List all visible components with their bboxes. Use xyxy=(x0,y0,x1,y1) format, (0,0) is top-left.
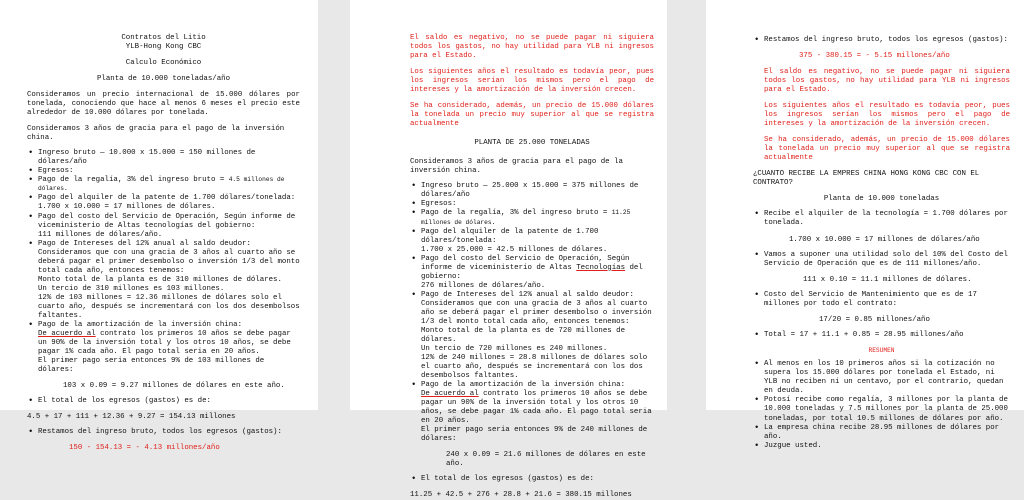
equation: 4.5 + 17 + 111 + 12.36 + 9.27 = 154.13 millones xyxy=(27,413,236,422)
document-page-1 xyxy=(0,0,318,453)
bullet-list xyxy=(753,291,1010,309)
document-page-3 xyxy=(706,0,1024,450)
conclusion-paragraph: El saldo es negativo, no se puede pagar ni siguiera todos los gastos, no hay utilidad para YLB ni ingresos para el Estado. xyxy=(410,34,654,61)
list-item: • Vamos a suponer una utilidad solo del 10% del Costo del Servicio de Operación que es de 111 millones/año. xyxy=(753,251,1010,269)
list-item: • Pago de la amortización de la inversión china: De acuerdo al contrato los primeros 10 años se debe pagar un 90% de la inversión total y los otros 10 años, se debe pagar 1% cada año. El pago total seria en 20 años. El primer pago seria entonces 9% de 240 millones de dólares: xyxy=(410,381,654,444)
list-item: • Pago del costo del Servicio de Operación, Según informe de viceministerio de Altas Tecnologías del gobierno: 276 millones de dólares/año. xyxy=(410,255,654,291)
bullet-list xyxy=(27,149,300,375)
document-page-2 xyxy=(350,0,667,500)
question-heading: ¿CUANTO RECIBE LA EMPRES CHINA HONG KONG CBC CON EL CONTRATO? xyxy=(753,170,980,188)
list-item: • Egresos: xyxy=(410,200,654,209)
list-item: • El total de los egresos (gastos) es de: xyxy=(410,475,654,484)
list-item: • La empresa china recibe 28.95 millones de dólares por año. xyxy=(753,424,1010,442)
list-item: • Recibe el alquiler de la tecnología = 1.700 dólares por tonelada. xyxy=(753,210,1010,228)
list-item: • Pago del alquiler de la patente de 1.700 dólares/tonelada: 1.700 x 10.000 = 17 millones de dólares. xyxy=(27,194,300,212)
list-item: • Pago de Intereses del 12% anual al saldo deudor: Consideramos que con una gracia de 3 años al cuarto año se deberá pagar el primer desembolso o inversión 1/3 del monto total cada año, entonces tenemos: Monto total de la planta es de 310 millones de dólares. Un tercio de 310 millones es 103 millones. 12% de 103 millones = 12.36 millones de dólares solo el cuarto año, después se incrementará con los dos desembolsos faltantes. xyxy=(27,240,300,321)
conclusion-paragraph: Se ha considerado, además, un precio de 15.000 dólares la tonelada un precio muy superior al que se registra actualmente xyxy=(764,136,1010,163)
summary-heading: RESUMEN xyxy=(868,346,895,354)
list-item: • Restamos del ingreso bruto, todos los egresos (gastos): xyxy=(753,36,1010,45)
list-item: • Pago de Intereses del 12% anual al saldo deudor: Consideramos que con una gracia de 3 años al cuarto año se deberá pagar el primer desembolso o inversión 1/3 del monto total cada año, entonces tenemos: Monto total de la planta es de 720 millones de dólares. Un tercio de 720 millones es 240 millones. 12% de 240 millones = 28.8 millones de dólares solo el cuarto año, después se incrementará con los dos desembolsos faltantes. xyxy=(410,291,654,381)
equation: 240 x 0.09 = 21.6 millones de dólares en este año. xyxy=(446,451,646,469)
equation: 103 x 0.09 = 9.27 millones de dólares en este año. xyxy=(63,382,285,391)
equation: 1.700 x 10.000 = 17 millones de dólares/año xyxy=(789,235,980,244)
list-item: • Ingreso bruto — 10.000 x 15.000 = 150 millones de dólares/año xyxy=(27,149,300,167)
bullet-list xyxy=(753,331,1010,340)
list-item: • Costo del Servicio de Mantenimiento que es de 17 millones por todo el contrato: xyxy=(753,291,1010,309)
section-title: Calculo Económico xyxy=(125,59,202,68)
bullet-list xyxy=(753,36,1010,45)
grace-paragraph: Consideramos 3 años de gracia para el pago de la inversión china. xyxy=(410,158,623,176)
equation: 111 x 0.10 = 11.1 millones de dólares. xyxy=(803,275,972,284)
list-item: • Ingreso bruto — 25.000 x 15.000 = 375 millones de dólares/año xyxy=(410,182,654,200)
list-item: • Al menos en los 10 primeros años si la cotización no supera los 15.000 dólares por tonelada el Estado, ni YLB no reciben ni un centavo, por el contrario, quedan en deuda. xyxy=(753,360,1010,396)
doc-title: Contratos del Litio xyxy=(121,34,206,42)
bullet-list xyxy=(27,397,300,406)
list-item: • Potosí recibe como regalía, 3 millones por la planta de 10.000 toneladas y 7.5 millones por la planta de 25.000 toneladas, por total 10.5 millones de dólares por año. xyxy=(753,396,1010,423)
bullet-list xyxy=(27,428,300,437)
result-equation: 375 - 380.15 = - 5.15 millones/año xyxy=(799,52,950,61)
list-item: • Total = 17 + 11.1 + 0.85 = 28.95 millones/año xyxy=(753,331,1010,340)
conclusion-paragraph: Se ha considerado, además, un precio de 15.000 dólares la tonelada un precio muy superior al que se registra actualmente xyxy=(410,102,654,129)
plant-heading: PLANTA DE 25.000 TONELADAS xyxy=(474,139,590,148)
list-item: • Egresos: xyxy=(27,167,300,176)
conclusion-paragraph: El saldo es negativo, no se puede pagar ni siguiera todos los gastos, no hay utilidad para YLB ni ingresos para el Estado. xyxy=(764,68,1010,95)
conclusion-paragraph: Los siguientes años el resultado es todavía peor, pues los ingresos serían los mismos pero el pago de intereses y la amortización de la inversión crecen. xyxy=(764,102,1010,129)
equation: 17/20 = 0.85 millones/año xyxy=(819,315,930,324)
list-item: • Restamos del ingreso bruto, todos los egresos (gastos): xyxy=(27,428,300,437)
doc-subtitle: YLB-Hong Kong CBC xyxy=(125,43,202,52)
bullet-list xyxy=(410,182,654,444)
equation: 11.25 + 42.5 + 276 + 28.8 + 21.6 = 380.15 millones xyxy=(410,491,632,500)
bullet-list xyxy=(753,251,1010,269)
conclusion-paragraph: Los siguientes años el resultado es todavía peor, pues los ingresos serían los mismos pero el pago de intereses y la amortización de la inversión crecen. xyxy=(410,68,654,95)
grace-paragraph: Consideramos 3 años de gracia para el pago de la inversión china. xyxy=(27,125,285,143)
list-item: • Pago del alquiler de la patente de 1.700 dólares/tonelada: 1.700 x 25.000 = 42.5 millones de dólares. xyxy=(410,228,654,255)
plant-heading: Planta de 10.000 toneladas xyxy=(823,195,940,204)
list-item: • El total de los egresos (gastos) es de: xyxy=(27,397,300,406)
list-item: • Pago de la regalía, 3% del ingreso bruto = 4.5 millones de dólares. xyxy=(27,176,300,194)
bullet-list xyxy=(753,210,1010,228)
bullet-list xyxy=(410,475,654,484)
list-item: • Pago del costo del Servicio de Operación, Según informe de viceministerio de Altas tecnologías del gobierno: 111 millones de dólares/año. xyxy=(27,213,300,240)
result-equation: 150 - 154.13 = - 4.13 millones/año xyxy=(69,444,220,453)
summary-list xyxy=(753,360,1010,450)
plant-heading: Planta de 10.000 toneladas/año xyxy=(96,75,231,84)
list-item: • Pago de la amortización de la inversión china: De acuerdo al contrato los primeros 10 años se debe pagar un 90% de la inversión total y los otros 10 años, se debe pagar 1% cada año. El pago total seria en 20 años. El primer pago seria entonces 9% de 103 millones de dólares: xyxy=(27,321,300,375)
list-item: • Pago de la regalía, 3% del ingreso bruto = 11.25 millones de dólares. xyxy=(410,209,654,227)
list-item: • Juzgue usted. xyxy=(753,442,1010,451)
intro-paragraph: Consideramos un precio internacional de 15.000 dólares por tonelada, conociendo que hace al menos 6 meses el precio este alrededor de 10.000 dólares por tonelada. xyxy=(27,91,300,118)
